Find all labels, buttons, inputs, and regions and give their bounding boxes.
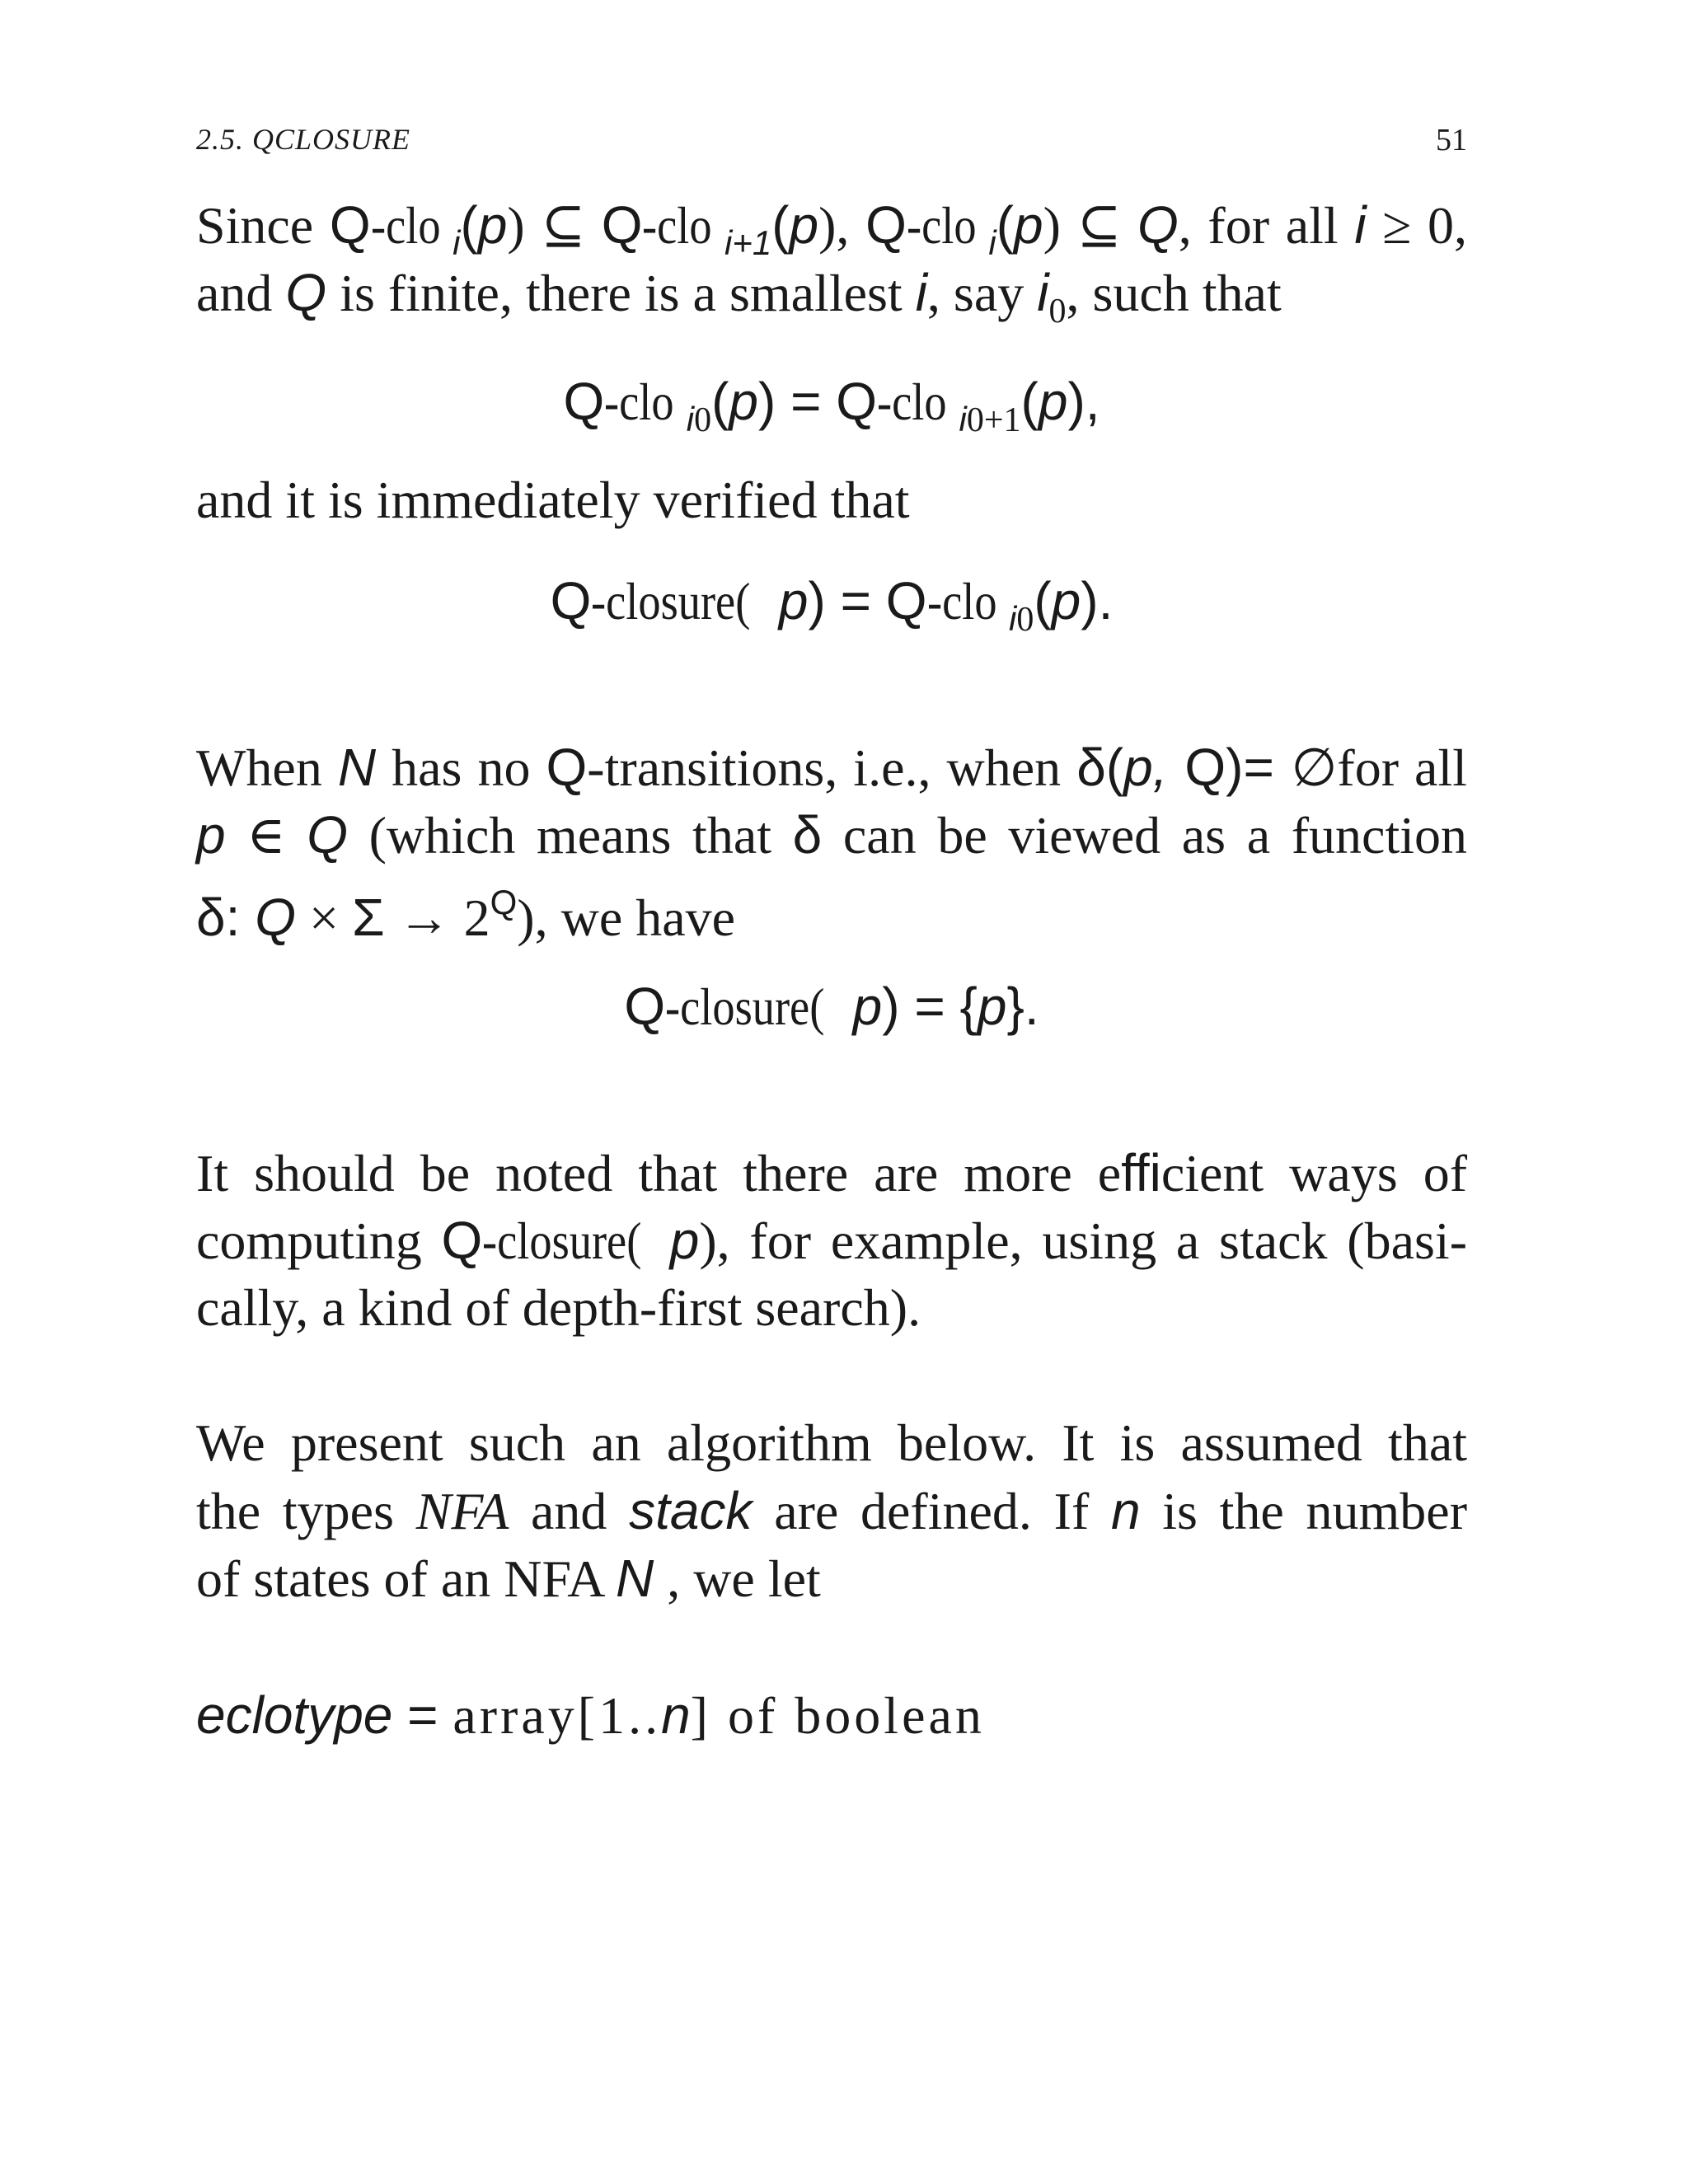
text-line: δ: $Q \times \Sigma \to 2^Q$), we have (196, 883, 736, 947)
text-line: computing Q-closure( p), for example, using a stack (basi- (196, 1211, 1468, 1270)
running-header (196, 122, 1467, 163)
text-line: the types NFA and stack are defined. If n is the number (196, 1481, 1468, 1540)
display-equation-fixpoint: Q-clo $_{i0}$(p) = Q-clo $_{i0+1}$(p), (563, 372, 1100, 439)
display-equation-closure: Q-closure( p) = Q-clo $_{i0}$(p). (550, 571, 1114, 639)
paragraph-efficient-ways (196, 1139, 1467, 1342)
text-line: It should be noted that there are more efficient ways of (196, 1143, 1468, 1202)
paragraph-algorithm-intro (196, 1409, 1467, 1612)
text-line: and Q is finite, there is a smallest i, say $i_0$, such that (196, 263, 1282, 330)
text-line: p ∈ Q (which means that δ can be viewed as a function (196, 805, 1467, 865)
text-line: cally, a kind of depth-first search). (196, 1278, 921, 1337)
display-equation-singleton: Q-closure( p) = {p}. (624, 977, 1039, 1036)
text-line: and it is immediately verified that (196, 471, 910, 529)
page-number: 51 (1436, 123, 1467, 157)
text-line: of states of an NFA N , we let (196, 1549, 821, 1608)
type-definition-line (196, 1681, 1467, 1749)
text-line: We present such an algorithm below. It is assumed that (196, 1413, 1467, 1472)
paragraph-qclo-chain (196, 191, 1468, 330)
paragraph-verified (196, 466, 1467, 534)
code-line: eclotype = array[1..n] of boolean (196, 1685, 985, 1745)
section-title: 2.5. QCLOSURE (196, 123, 411, 156)
text-line: When N has no Q-transitions, i.e., when δ(p, Q)= ∅for all (196, 738, 1468, 797)
text-line: Since Q-clo $_i$(p) ⊆ Q-clo $_{i+1}$(p), Q-clo $_i$(p) ⊆ Q, for all i ≥ 0, (196, 195, 1468, 262)
paragraph-no-q-transitions (196, 733, 1468, 947)
